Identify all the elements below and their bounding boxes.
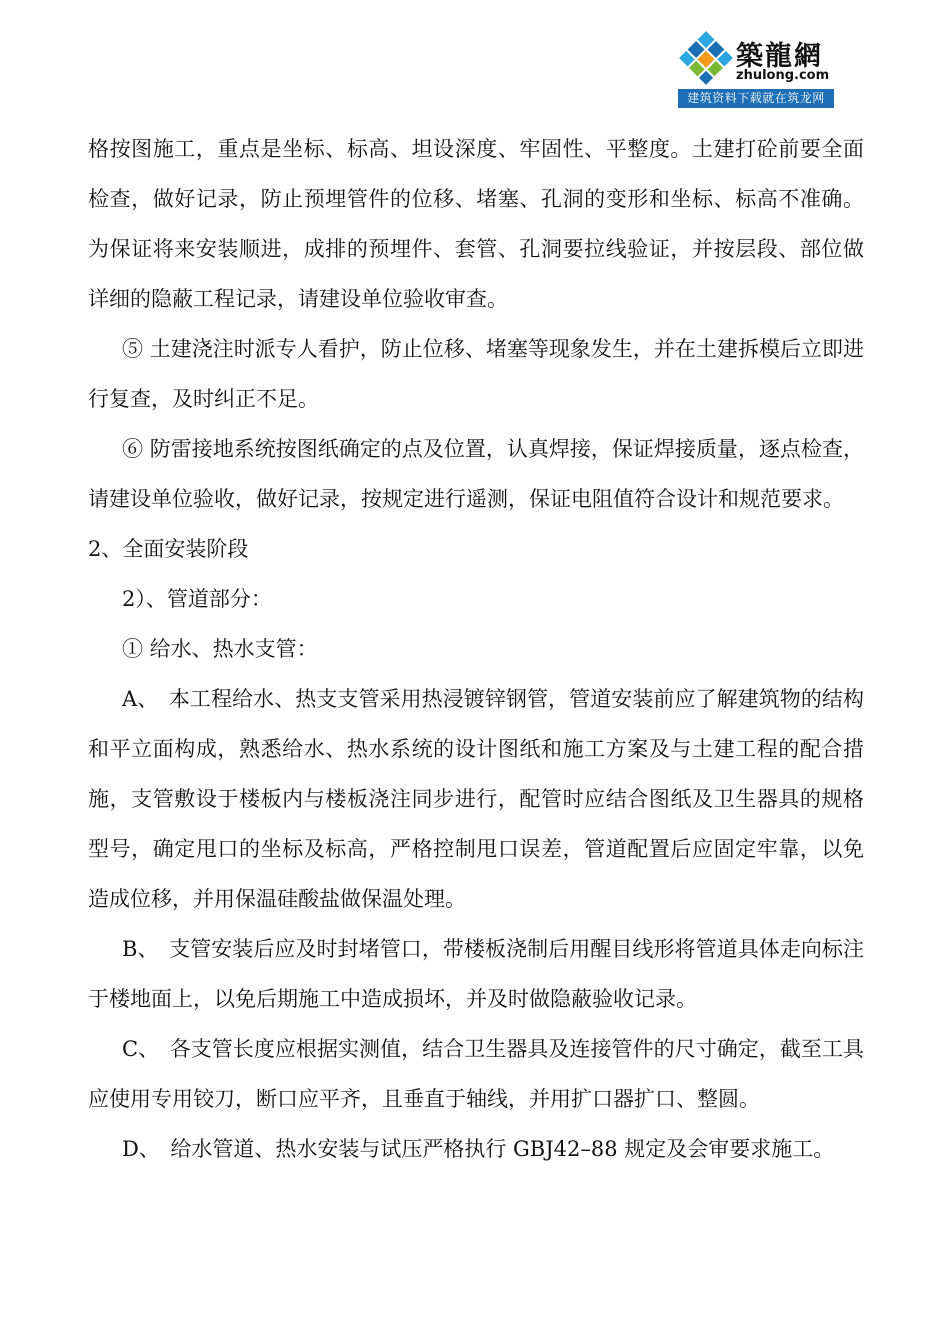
paragraph-c: C、 各支管长度应根据实测值，结合卫生器具及连接管件的尺寸确定，截至工具应使用专用铰刀，断口应平齐，且垂直于轴线，并用扩口器扩口、整圆。: [88, 1037, 864, 1111]
document-body: [88, 124, 864, 1174]
paragraph-d: D、 给水管道、热水安装与试压严格执行 GBJ42–88 规定及会审要求施工。: [122, 1137, 835, 1161]
logo-banner: 建筑资料下载就在筑龙网: [678, 89, 834, 108]
logo-name-en: zhulong.com: [736, 68, 830, 83]
paragraph-item-6: ⑥ 防雷接地系统按图纸确定的点及位置，认真焊接，保证焊接质量，逐点检查，请建设单位验收，做好记录，按规定进行遥测，保证电阻值符合设计和规范要求。: [88, 437, 864, 511]
paragraph-item-5: ⑤ 土建浇注时派专人看护，防止位移、堵塞等现象发生，并在土建拆模后立即进行复查，及时纠正不足。: [88, 337, 864, 411]
paragraph-a: A、 本工程给水、热支支管采用热浸镀锌钢管，管道安装前应了解建筑物的结构和平立面构成，熟悉给水、热水系统的设计图纸和施工方案及与土建工程的配合措施，支管敷设于楼板内与楼板浇注同步进行，配管时应结合图纸及卫生器具的规格型号，确定甩口的坐标及标高，严格控制甩口误差，管道配置后应固定牢靠，以免造成位移，并用保温硅酸盐做保温处理。: [88, 687, 864, 911]
subsection-heading: 2）、管道部分：: [122, 587, 272, 611]
item-heading: ① 给水、热水支管：: [122, 637, 318, 661]
logo-name-cn: 築龍網: [736, 41, 823, 72]
paragraph-continuation: 格按图施工，重点是坐标、标高、坦设深度、牢固性、平整度。土建打砼前要全面检查，做好记录，防止预埋管件的位移、堵塞、孔洞的变形和坐标、标高不准确。为保证将来安装顺进，成排的预埋件、套管、孔洞要拉线验证，并按层段、部位做详细的隐蔽工程记录，请建设单位验收审查。: [88, 137, 864, 311]
zhulong-logo-icon: [678, 30, 734, 86]
section-heading: 2、全面安装阶段: [88, 537, 249, 561]
zhulong-logo: [676, 28, 836, 108]
paragraph-b: B、 支管安装后应及时封堵管口，带楼板浇制后用醒目线形将管道具体走向标注于楼地面上，以免后期施工中造成损坏，并及时做隐蔽验收记录。: [88, 937, 864, 1011]
